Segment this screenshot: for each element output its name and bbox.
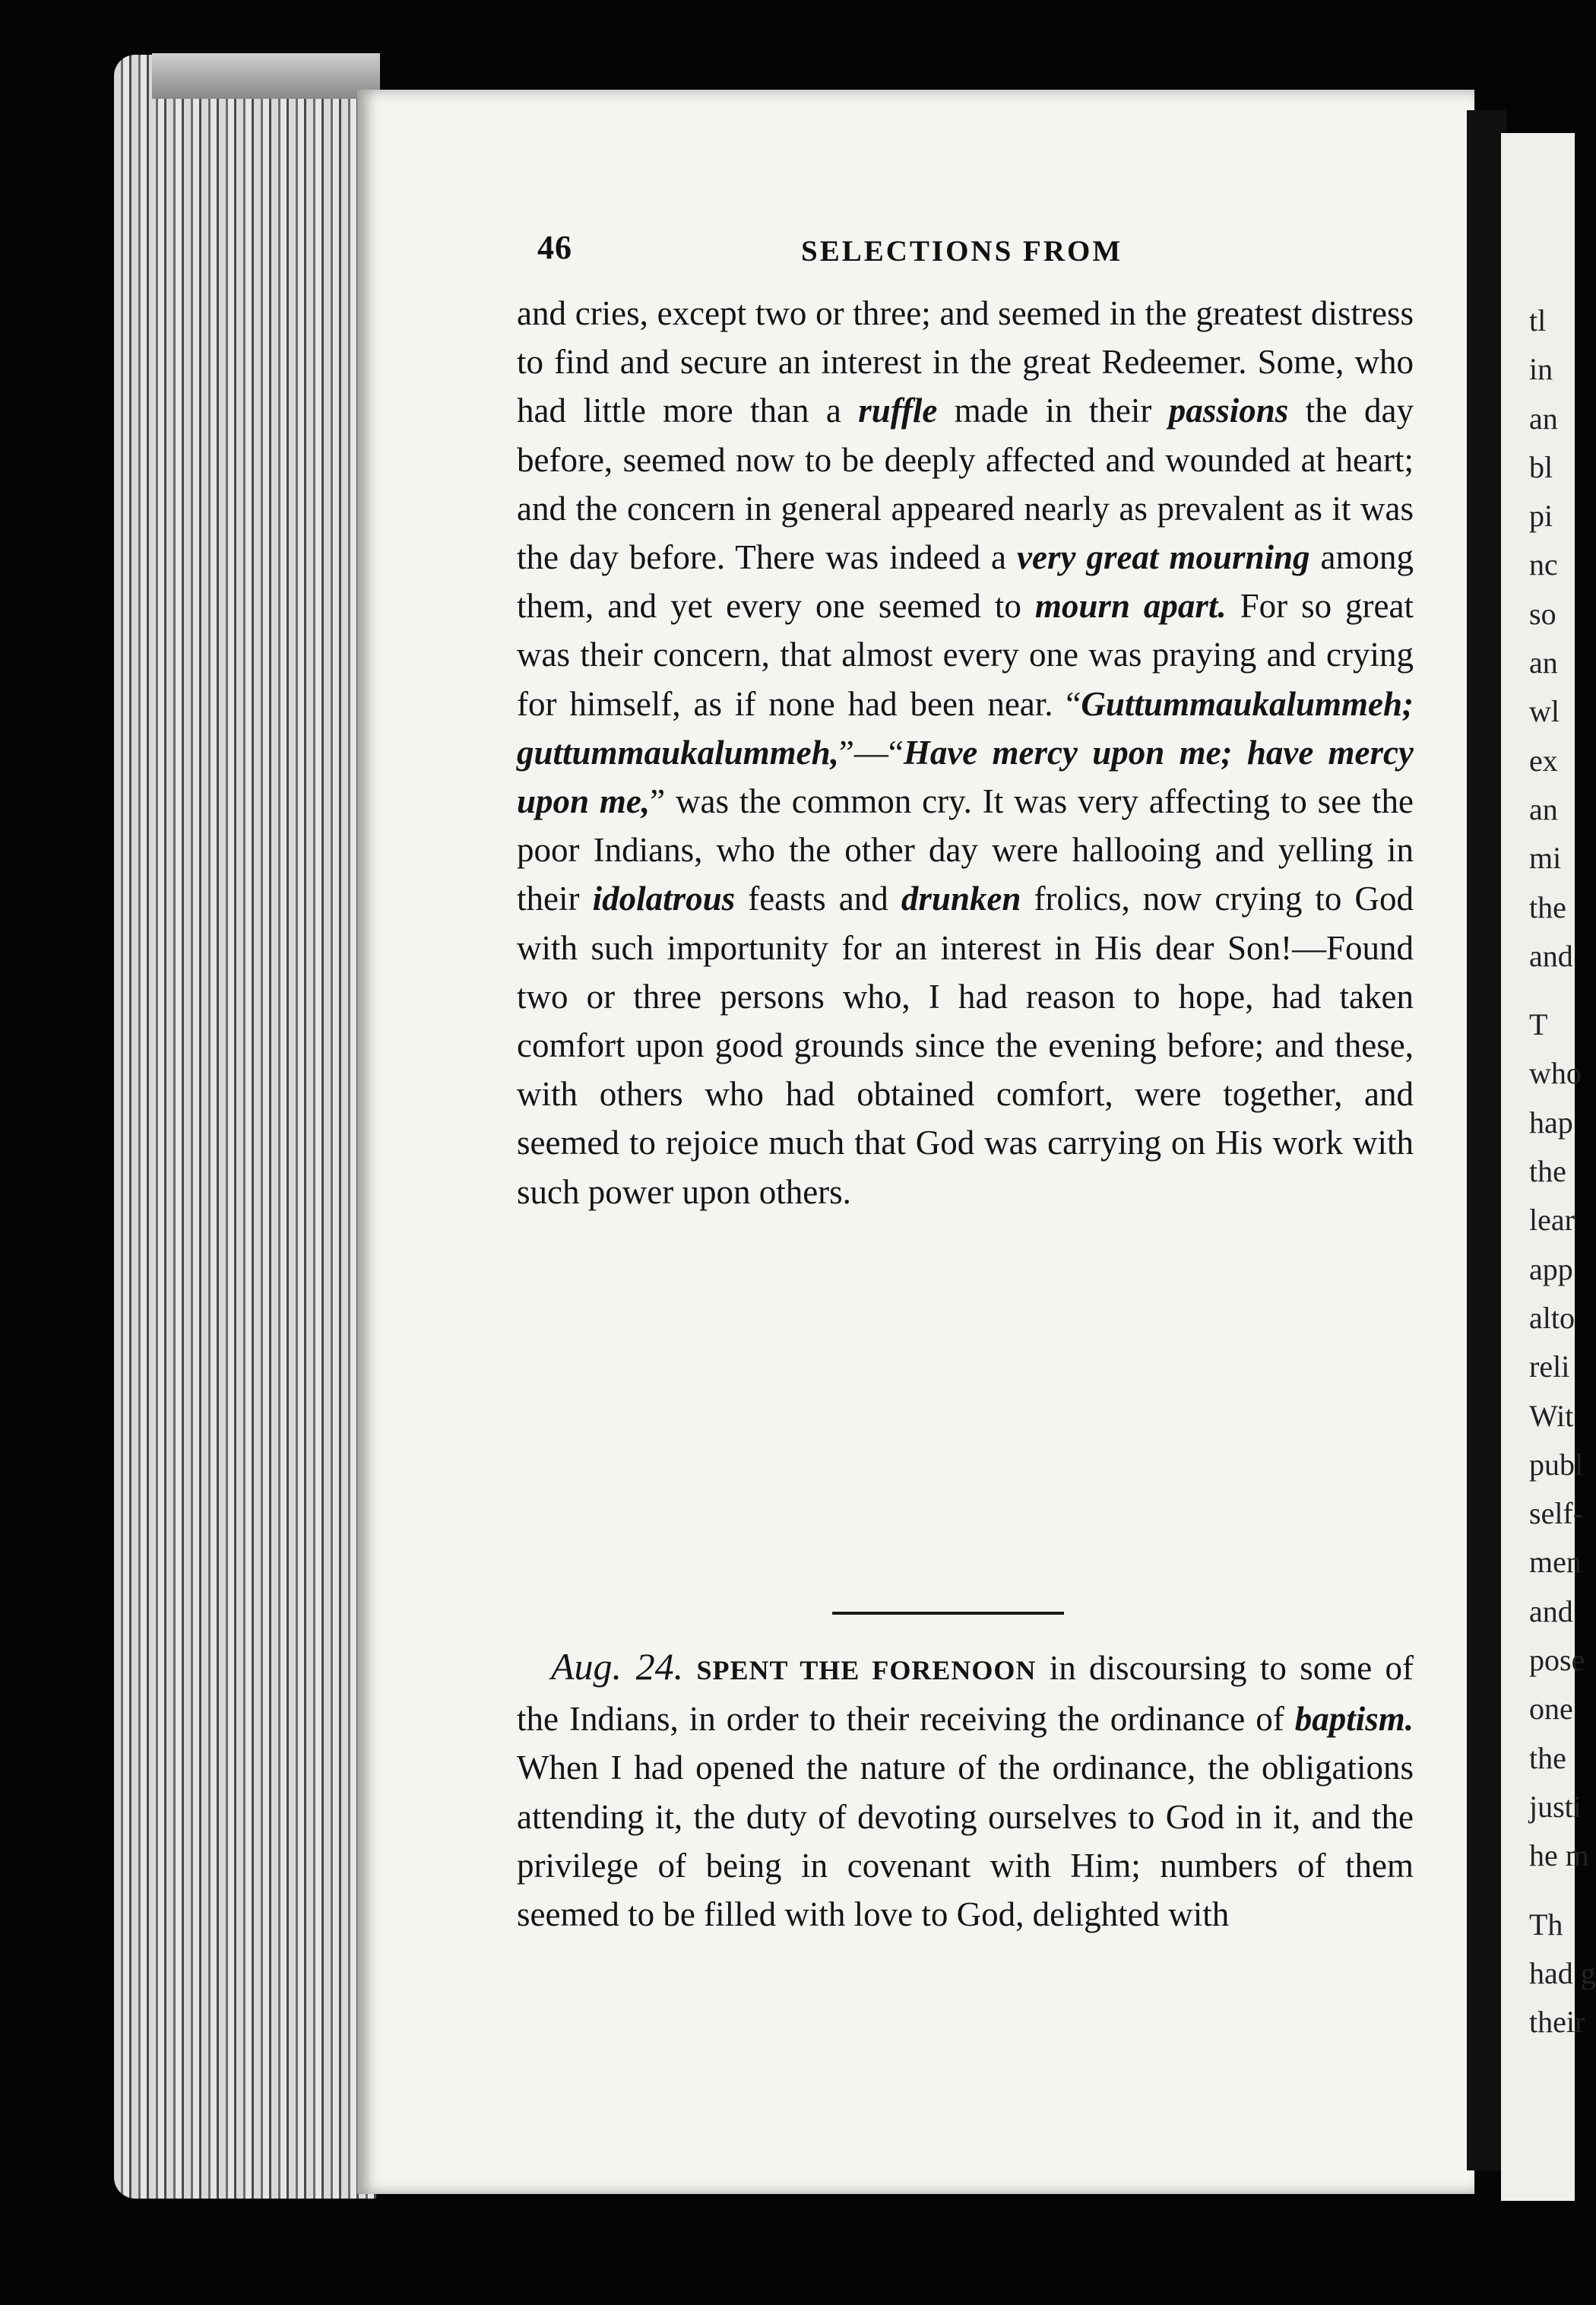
right-page-fragment: and <box>1529 938 1573 973</box>
page-edges-top <box>152 53 380 99</box>
right-page-fragment: T <box>1529 1007 1548 1042</box>
right-page-fragment: justi <box>1529 1789 1582 1824</box>
right-page-fragment: an <box>1529 645 1558 680</box>
right-page-fragment: one <box>1529 1691 1573 1726</box>
right-page-fragment: ex <box>1529 743 1558 778</box>
entry-lead: SPENT THE FORENOON <box>696 1655 1037 1685</box>
right-page-fragment: lear <box>1529 1203 1575 1238</box>
right-page-fragment: in <box>1529 352 1553 387</box>
right-page-fragment: app <box>1529 1251 1573 1286</box>
right-page-fragment: publ <box>1529 1447 1584 1482</box>
right-page-fragment: tl <box>1529 303 1547 338</box>
right-page-fragment: bl <box>1529 449 1553 484</box>
right-page-fragment: alto <box>1529 1300 1575 1335</box>
right-page-fragment: the <box>1529 889 1566 924</box>
right-page-fragment: Th <box>1529 1907 1563 1942</box>
entry-date: Aug. 24. <box>551 1645 684 1688</box>
right-page-fragment: nc <box>1529 547 1558 582</box>
section-divider <box>832 1612 1064 1615</box>
running-title: SELECTIONS FROM <box>801 235 1123 268</box>
right-page-fragment: an <box>1529 401 1558 436</box>
page-edges-stack <box>114 55 376 2199</box>
right-page-fragment: reli <box>1529 1349 1570 1384</box>
right-page-fragment: Wit <box>1529 1398 1574 1433</box>
right-page-fragment: pi <box>1529 499 1553 534</box>
right-page-fragment: hap <box>1529 1105 1573 1140</box>
right-page-fragment: the <box>1529 1154 1566 1189</box>
right-page-fragment: their <box>1529 2005 1585 2040</box>
right-page-fragment: he m <box>1529 1838 1589 1873</box>
right-page-fragment: self- <box>1529 1496 1584 1531</box>
right-page-fragment: who <box>1529 1056 1582 1091</box>
right-page-fragment: men <box>1529 1545 1582 1580</box>
right-page-fragment: wl <box>1529 694 1560 729</box>
right-page-fragment: pose <box>1529 1643 1585 1678</box>
right-page-fragment: the <box>1529 1740 1566 1775</box>
paragraph-1: and cries, except two or three; and seemed in the greatest distress to find and secure an interest in the great Redeemer. Some, who had little more than a ruffle made in their passions the day before, seemed now to be deeply affected and wounded at heart; and the concern in general appeared nearly as prevalent as it was the day before. There was indeed a very great mourning among them, and yet every one seemed to mourn apart. For so great was their concern, that almost every one was praying and crying for himself, as if none had been near. “Guttummaukalummeh; guttummaukalummeh,”—“Have mercy upon me; have mercy upon me,” was the common cry. It was very affecting to see the poor Indians, who the other day were hallooing and yelling in their idolatrous feasts and drunken frolics, now crying to God with such importunity for an interest in His dear Son!—Found two or three persons who, I had reason to hope, had taken comfort upon good grounds since the evening before; and these, with others who had obtained comfort, were together, and seemed to rejoice much that God was carrying on His work with such power upon others. <box>517 294 1414 1211</box>
right-page-fragment: had g <box>1529 1955 1596 1990</box>
right-page-fragment: an <box>1529 791 1558 826</box>
paragraph-2: Aug. 24. SPENT THE FORENOON in discoursing to some of the Indians, in order to their receiving the ordinance of baptism. When I had opened the nature of the ordinance, the obligations attending it, the duty of devoting ourselves to God in it, and the privilege of being in covenant with Him; numbers of them seemed to be filled with love to God, delighted with <box>517 1645 1414 1934</box>
page-number: 46 <box>537 229 572 266</box>
right-page-fragment: mi <box>1529 841 1562 876</box>
right-page-text-fragments <box>1529 296 1596 2047</box>
right-page-fragment: so <box>1529 596 1556 631</box>
right-page-fragment: and <box>1529 1593 1573 1628</box>
